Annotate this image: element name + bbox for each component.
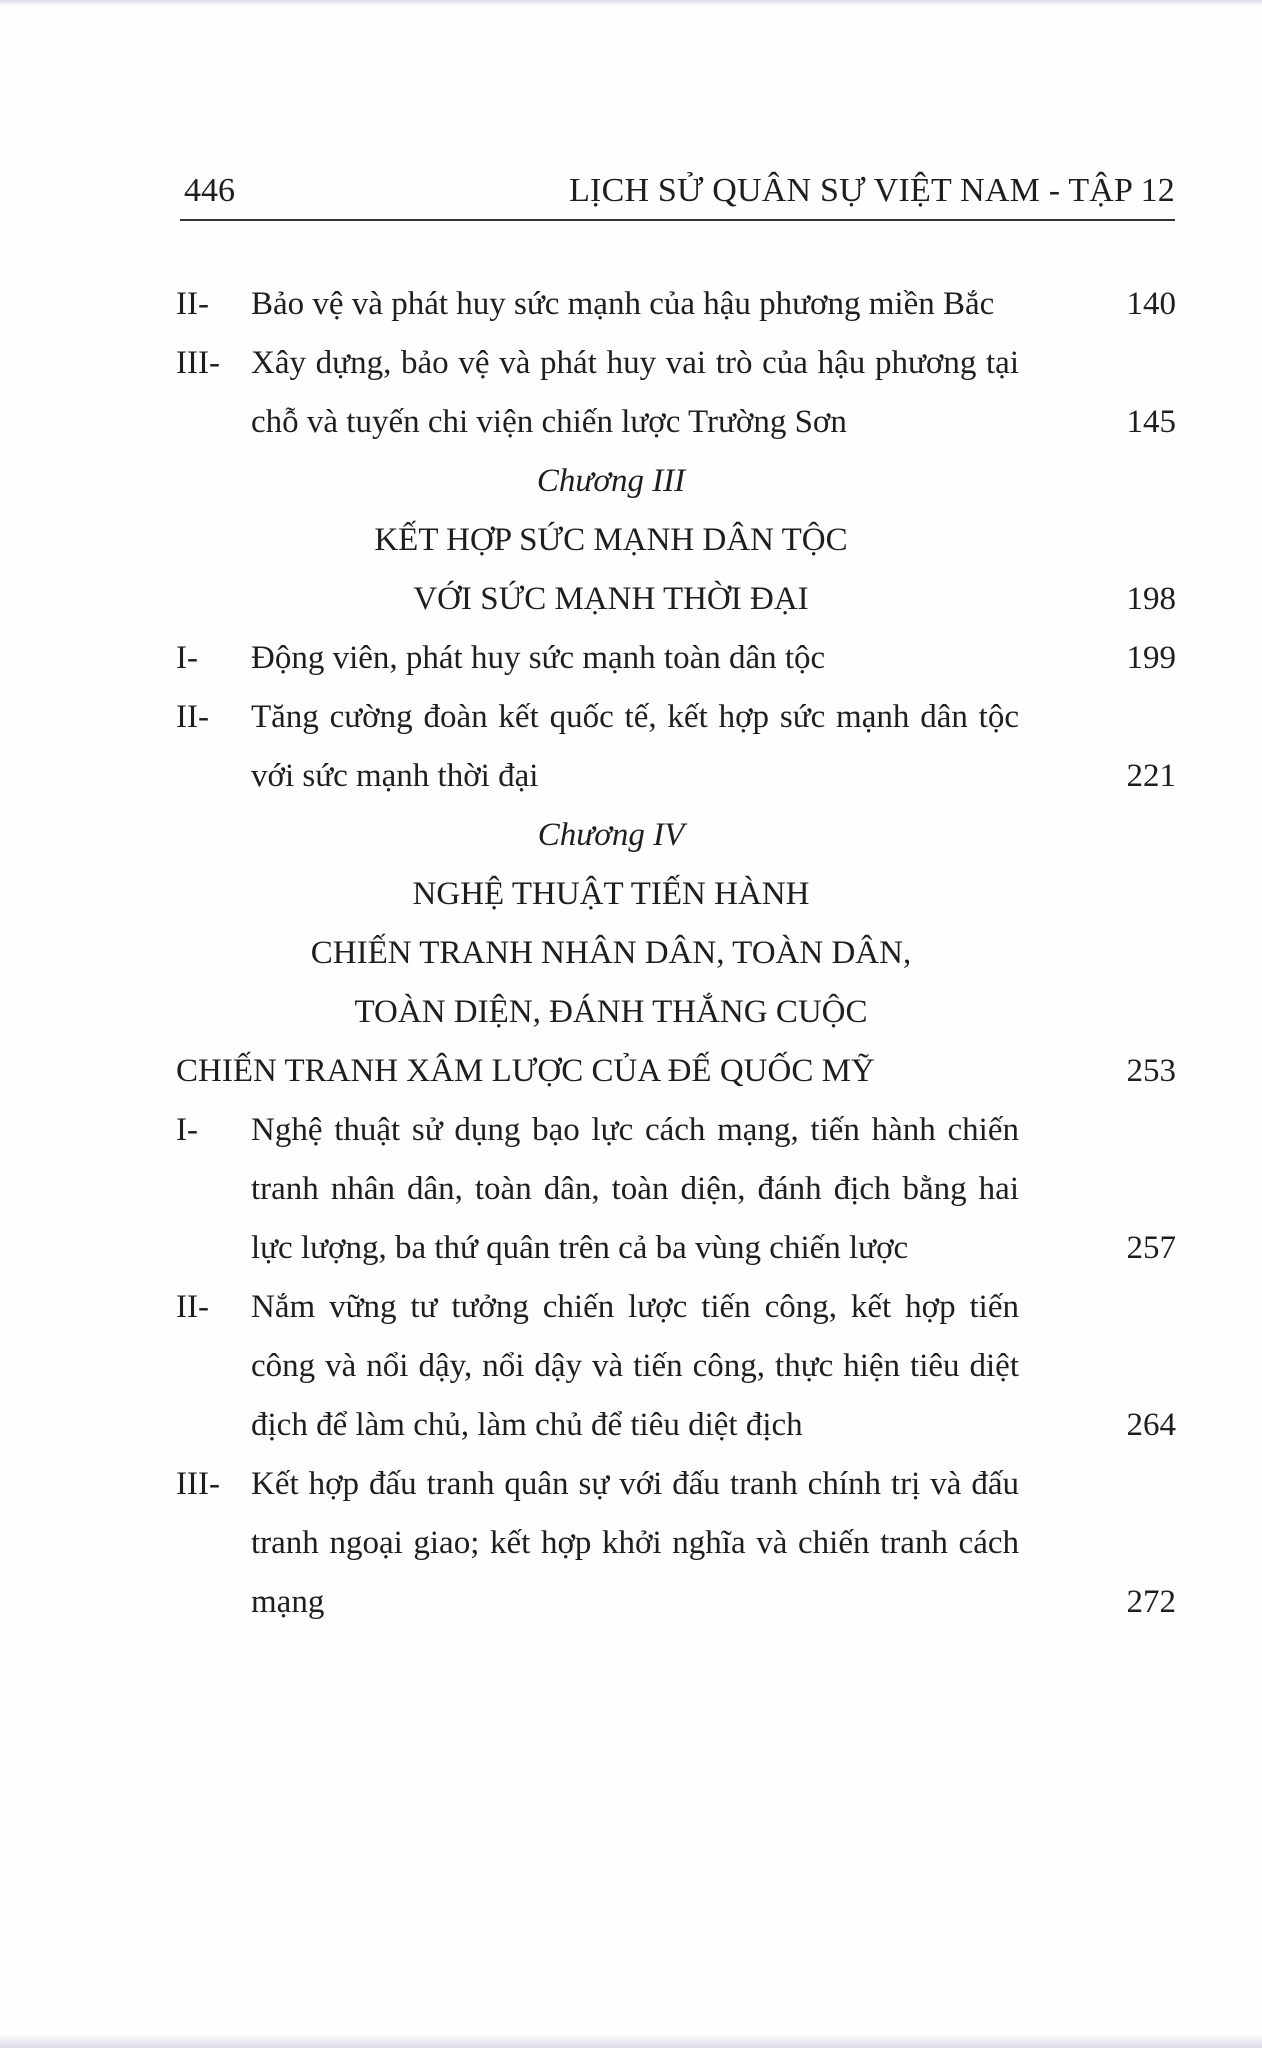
chapter-page: 253 <box>1126 1053 1176 1089</box>
chapter-title-line: CHIẾN TRANH XÂM LƯỢC CỦA ĐẾ QUỐC MỸ <box>176 1053 875 1089</box>
chapter-heading <box>176 452 1176 629</box>
entry-page: 272 <box>1126 1584 1176 1620</box>
scan-edge-top <box>0 0 1262 6</box>
chapter-title-line: NGHỆ THUẬT TIẾN HÀNH <box>412 876 810 912</box>
entry-text: Xây dựng, bảo vệ và phát huy vai trò của hậu phương tại chỗ và tuyến chi viện chiến lược Trường Sơn <box>251 345 1019 440</box>
running-title: LỊCH SỬ QUÂN SỰ VIỆT NAM - TẬP 12 <box>569 172 1175 209</box>
chapter-page: 198 <box>1126 581 1176 617</box>
entry-number: II- <box>176 699 209 735</box>
chapter-title-line: TOÀN DIỆN, ĐÁNH THẮNG CUỘC <box>354 994 868 1030</box>
entry-number: III- <box>176 1466 220 1502</box>
entry-text: Nghệ thuật sử dụng bạo lực cách mạng, tiến hành chiến tranh nhân dân, toàn dân, toàn diện, đánh địch bằng hai lực lượng, ba thứ quân trên cả ba vùng chiến lược <box>251 1112 1019 1266</box>
table-of-contents <box>176 275 1176 1632</box>
entry-page: 257 <box>1126 1230 1176 1266</box>
page-header <box>180 168 1175 222</box>
entry-page: 145 <box>1126 404 1176 440</box>
toc-entry <box>176 629 1176 688</box>
chapter-label: Chương III <box>536 463 686 499</box>
entry-text: Động viên, phát huy sức mạnh toàn dân tộc <box>251 640 826 676</box>
chapter-title-line: CHIẾN TRANH NHÂN DÂN, TOÀN DÂN, <box>310 935 912 971</box>
header-rule <box>180 219 1175 221</box>
entry-number: II- <box>176 286 209 322</box>
entry-number: III- <box>176 345 220 381</box>
toc-entry <box>176 688 1176 806</box>
entry-number: I- <box>176 1112 198 1148</box>
entry-page: 221 <box>1126 758 1176 794</box>
page-number: 446 <box>184 172 235 209</box>
entry-text: Bảo vệ và phát huy sức mạnh của hậu phương miền Bắc <box>251 286 995 322</box>
entry-page: 264 <box>1126 1407 1176 1443</box>
entry-text: Kết hợp đấu tranh quân sự với đấu tranh chính trị và đấu tranh ngoại giao; kết hợp khởi nghĩa và chiến tranh cách mạng <box>251 1466 1019 1620</box>
toc-entry <box>176 275 1176 334</box>
chapter-label: Chương IV <box>537 817 685 853</box>
toc-entry <box>176 1455 1176 1632</box>
toc-entry <box>176 1278 1176 1455</box>
toc-entry <box>176 1101 1176 1278</box>
entry-number: II- <box>176 1289 209 1325</box>
chapter-title-line: KẾT HỢP SỨC MẠNH DÂN TỘC <box>374 522 848 558</box>
entry-number: I- <box>176 640 198 676</box>
entry-text: Tăng cường đoàn kết quốc tế, kết hợp sức mạnh dân tộc với sức mạnh thời đại <box>251 699 1019 794</box>
scan-edge-bottom <box>0 2034 1262 2048</box>
chapter-title-line: VỚI SỨC MẠNH THỜI ĐẠI <box>413 581 809 617</box>
chapter-heading <box>176 806 1176 1101</box>
entry-page: 140 <box>1126 286 1176 322</box>
entry-page: 199 <box>1126 640 1176 676</box>
entry-text: Nắm vững tư tưởng chiến lược tiến công, kết hợp tiến công và nổi dậy, nổi dậy và tiến công, thực hiện tiêu diệt địch để làm chủ, làm chủ để tiêu diệt địch <box>251 1289 1019 1443</box>
toc-entry <box>176 334 1176 452</box>
